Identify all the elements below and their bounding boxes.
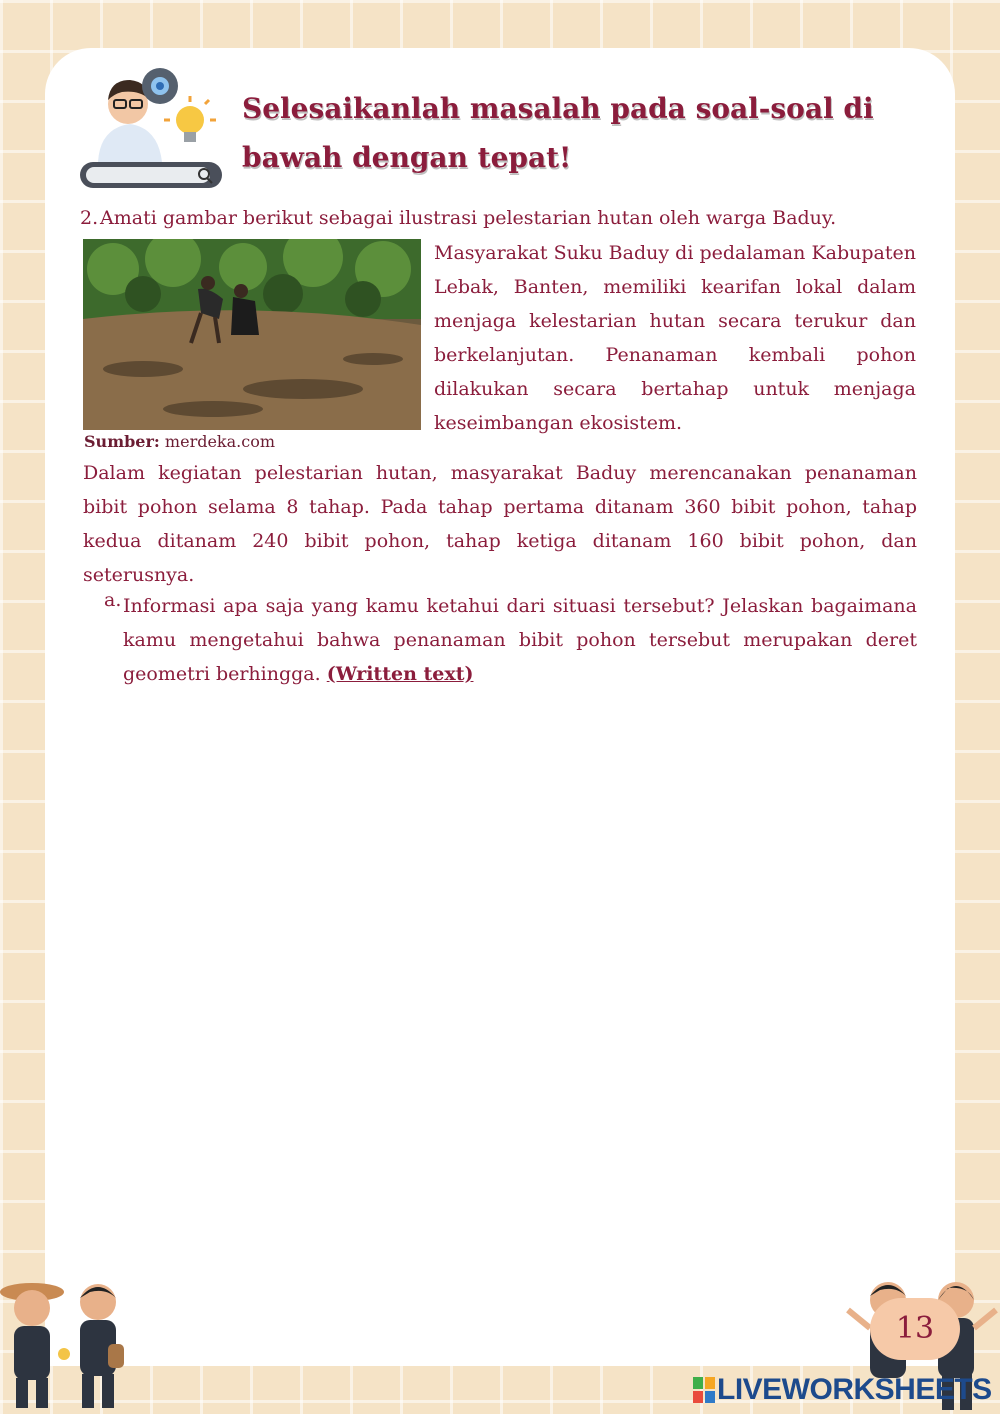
photo-source (84, 432, 275, 451)
question-lead: Amati gambar berikut sebagai ilustrasi pelestarian hutan oleh warga Baduy. (100, 207, 837, 229)
side-paragraph: Masyarakat Suku Baduy di pedalaman Kabupaten Lebak, Banten, memiliki kearifan lokal dalam menjaga kelestarian hutan secara terukur dan berkelanjutan. Penanaman kembali pohon dilakukan secara bertahap untuk menjaga keseimbangan ekosistem. (434, 242, 916, 434)
main-paragraph: Dalam kegiatan pelestarian hutan, masyarakat Baduy merencanakan penanaman bibit pohon selama 8 tahap. Pada tahap pertama ditanam 360 bibit pohon, tahap kedua ditanam 240 bibit pohon, tahap ketiga ditanam 160 bibit pohon, dan seterusnya. (83, 462, 917, 586)
page-number-badge: 13 (870, 1298, 960, 1360)
source-value: merdeka.com (164, 432, 276, 451)
brand-name: LIVEWORKSHEETS (717, 1373, 992, 1406)
subquestion-a-label: a. (104, 589, 122, 611)
question-number: 2. (80, 207, 99, 229)
page-title: Selesaikanlah masalah pada soal-soal di bawah dengan tepat! (242, 92, 874, 174)
subquestion-a-text: Informasi apa saja yang kamu ketahui dari situasi tersebut? Jelaskan bagaimana kamu mengetahui bahwa penanaman bibit pohon tersebut merupakan deret geometri berhingga. (123, 595, 917, 685)
brand-logo (693, 1372, 992, 1408)
liveworksheets-logo-icon (693, 1377, 715, 1403)
baduy-kids-illustration-left (0, 1270, 130, 1414)
thinking-person-illustration (78, 66, 228, 196)
subquestion-a (123, 589, 917, 691)
written-text-answer-link[interactable]: (Written text) (326, 663, 474, 685)
source-label: Sumber: (84, 432, 160, 451)
baduy-planting-photo (83, 239, 421, 430)
